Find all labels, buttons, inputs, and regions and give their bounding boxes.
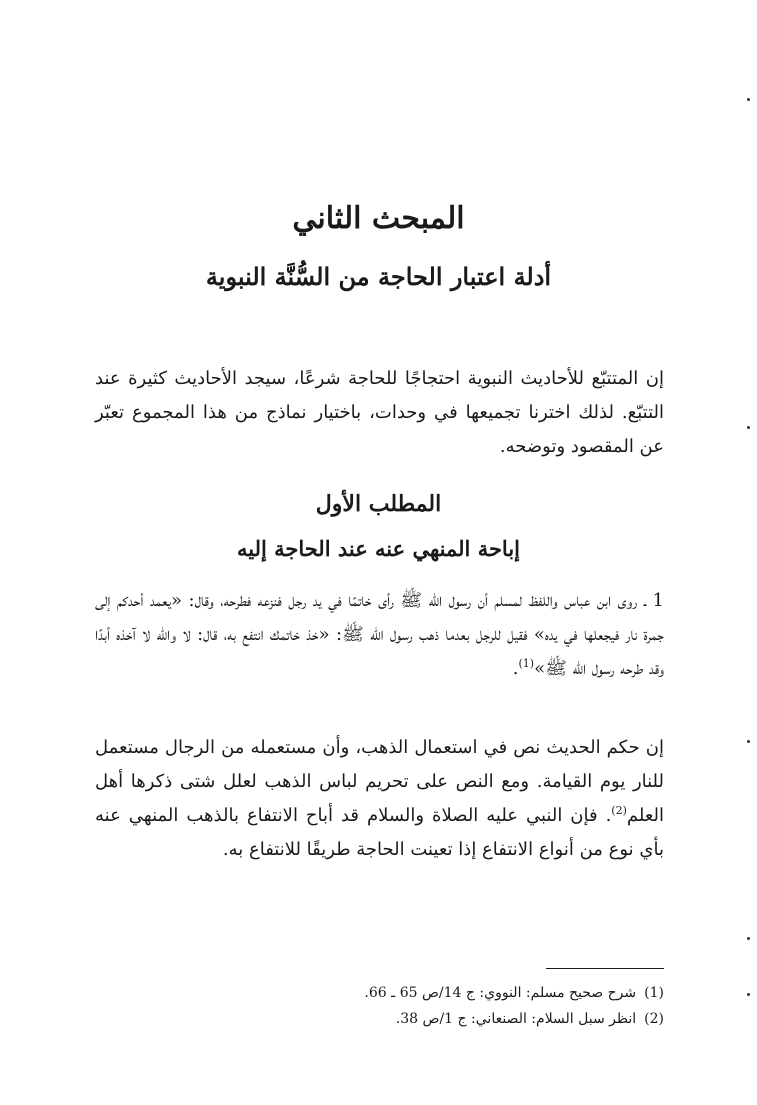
footnote-1 [95,980,664,1006]
footnote-divider [546,968,664,969]
section-title: المطلب الأول [315,491,442,517]
footnote-ref-1[interactable]: (1) [518,657,535,670]
commentary-paragraph [95,731,664,867]
section-subtitle: إباحة المنهي عنه عند الحاجة إليه [236,536,521,561]
hadith-text: 1 ـ روى ابن عباس واللفظ لمسلم أن رسول الله ﷺ رأى خاتمًا في يد رجل فنزعه فطرحه، وقال: «يعمد أحدكم إلى جمرة نار فيجعلها في يده» فقيل للرجل بعدما ذهب رسول الله ﷺ: «خذ خاتمك انتفع به، قال: لا والله لا آخذه أبدًا وقد طرحه رسول الله ﷺ» [95,590,664,679]
hadith-end: . [512,658,519,679]
footnote-ref-2[interactable]: (2) [611,804,627,817]
commentary-text-b: . فإن النبي عليه الصلاة والسلام قد أباح الانتفاع بالذهب المنهي عنه بأي نوع من أنواع الانتفاع إذا تعينت الحاجة طريقًا للانتفاع به. [95,805,664,860]
intro-paragraph: إن المتتبّع للأحاديث النبوية احتجاجًا للحاجة شرعًا، سيجد الأحاديث كثيرة عند التتبّع. لذلك اخترنا تجميعها في وحدات، باختيار نماذج من هذا المجموع تعبّر عن المقصود وتوضحه. [95,368,664,457]
commentary-text-a: إن حكم الحديث نص في استعمال الذهب، وأن مستعمله من الرجال مستعمل للنار يوم القيامة. ومع النص على تحريم لباس الذهب لعلل شتى ذكرها أهل العلم [95,737,664,826]
hadith-paragraph [95,584,664,686]
footnote-number: (1) [644,985,664,1001]
scan-mark [747,740,750,743]
footnote-text: انظر سبل السلام: الصنعاني: ج 1/ص 38. [395,1011,637,1027]
scan-mark [747,426,750,429]
chapter-subtitle: أدلة اعتبار الحاجة من السُّنَّة النبوية [205,262,552,291]
chapter-title: المبحث الثاني [292,201,465,236]
scan-mark [747,98,750,101]
footnote-2 [95,1006,664,1032]
scan-mark [747,937,750,940]
footnote-text: شرح صحيح مسلم: النووي: ج 14/ص 65 ـ 66. [364,985,637,1001]
footnote-number: (2) [644,1011,664,1027]
scan-mark [747,993,750,996]
footnotes [95,980,664,1032]
